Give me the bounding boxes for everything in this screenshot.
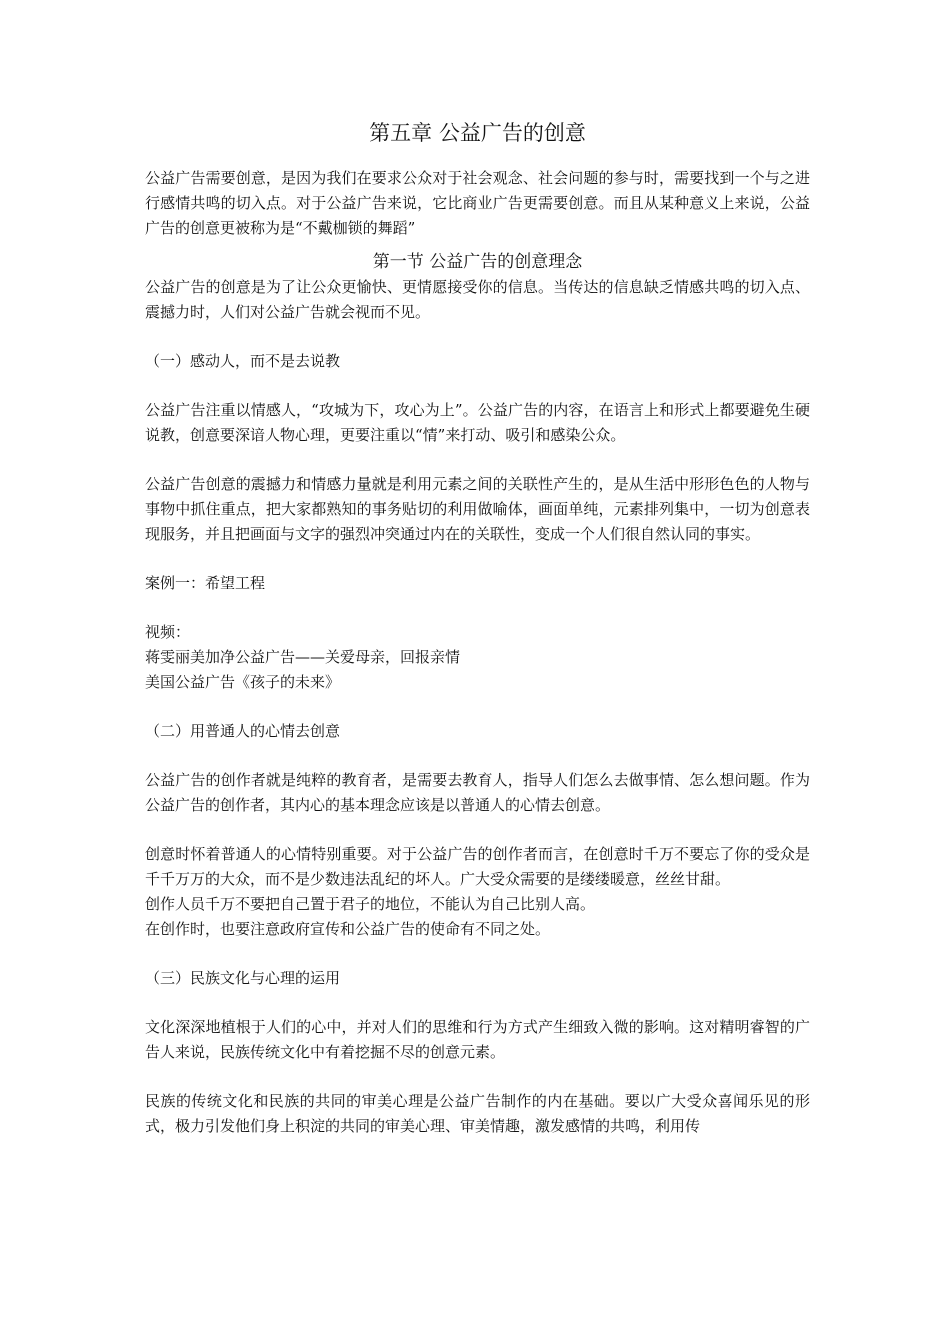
subsection-1-paragraph-1: 公益广告注重以情感人，“攻城为下，攻心为上”。公益广告的内容，在语言上和形式上都要避免生硬说教，创意要深谙人物心理，更要注重以“情”来打动、吸引和感染公众。 bbox=[145, 401, 810, 444]
video-label: 视频： bbox=[145, 623, 191, 641]
section-intro-paragraph: 公益广告的创意是为了让公众更愉快、更情愿接受你的信息。当传达的信息缺乏情感共鸣的切入点、震撼力时，人们对公益广告就会视而不见。 bbox=[145, 278, 810, 321]
spacer bbox=[145, 695, 810, 719]
subsection-2-paragraph-4: 在创作时，也要注意政府宣传和公益广告的使命有不同之处。 bbox=[145, 920, 551, 938]
subsection-2-paragraph-3: 创作人员千万不要把自己置于君子的地位，不能认为自己比别人高。 bbox=[145, 895, 596, 913]
intro-paragraph: 公益广告需要创意，是因为我们在要求公众对于社会观念、社会问题的参与时，需要找到一个与之进行感情共鸣的切入点。对于公益广告来说，它比商业广告更需要创意。而且从某种意义上来说，公益广告的创意更被称为是“不戴枷锁的舞蹈” bbox=[145, 169, 810, 237]
spacer bbox=[145, 818, 810, 842]
spacer bbox=[145, 374, 810, 398]
section-title: 第一节 公益广告的创意理念 bbox=[372, 252, 583, 272]
subsection-2-paragraph-1: 公益广告的创作者就是纯粹的教育者，是需要去教育人，指导人们怎么去做事情、怎么想问题。作为公益广告的创作者，其内心的基本理念应该是以普通人的心情去创意。 bbox=[145, 771, 810, 814]
spacer bbox=[145, 1065, 810, 1089]
subsection-3-paragraph-2: 民族的传统文化和民族的共同的审美心理是公益广告制作的内在基础。要以广大受众喜闻乐见的形式，极力引发他们身上积淀的共同的审美心理、审美情趣，激发感情的共鸣，利用传 bbox=[145, 1092, 810, 1135]
subsection-heading-1: （一）感动人，而不是去说教 bbox=[145, 352, 341, 370]
spacer bbox=[145, 547, 810, 571]
subsection-heading-3: （三）民族文化与心理的运用 bbox=[145, 969, 341, 987]
video-item-1: 蒋雯丽美加净公益广告——关爱母亲，回报亲情 bbox=[145, 648, 461, 666]
spacer bbox=[145, 325, 810, 349]
spacer bbox=[145, 942, 810, 966]
spacer bbox=[145, 596, 810, 620]
document-page bbox=[145, 118, 810, 1139]
spacer bbox=[145, 991, 810, 1015]
spacer bbox=[145, 448, 810, 472]
case-label: 案例一：希望工程 bbox=[145, 574, 266, 592]
subsection-1-paragraph-2: 公益广告创意的震撼力和情感力量就是利用元素之间的关联性产生的，是从生活中形形色色的人物与事物中抓住重点，把大家都熟知的事务贴切的利用做喻体，画面单纯，元素排列集中，一切为创意表现服务，并且把画面与文字的强烈冲突通过内在的关联性，变成一个人们很自然认同的事实。 bbox=[145, 475, 810, 543]
chapter-title: 第五章 公益广告的创意 bbox=[369, 121, 586, 145]
spacer bbox=[145, 744, 810, 768]
video-item-2: 美国公益广告《孩子的未来》 bbox=[145, 673, 341, 691]
subsection-3-paragraph-1: 文化深深地植根于人们的心中，并对人们的思维和行为方式产生细致入微的影响。这对精明睿智的广告人来说，民族传统文化中有着挖掘不尽的创意元素。 bbox=[145, 1018, 810, 1061]
subsection-2-paragraph-2: 创意时怀着普通人的心情特别重要。对于公益广告的创作者而言，在创意时千万不要忘了你的受众是千千万万的大众，而不是少数违法乱纪的坏人。广大受众需要的是缕缕暖意，丝丝甘甜。 bbox=[145, 845, 810, 888]
subsection-heading-2: （二）用普通人的心情去创意 bbox=[145, 722, 341, 740]
